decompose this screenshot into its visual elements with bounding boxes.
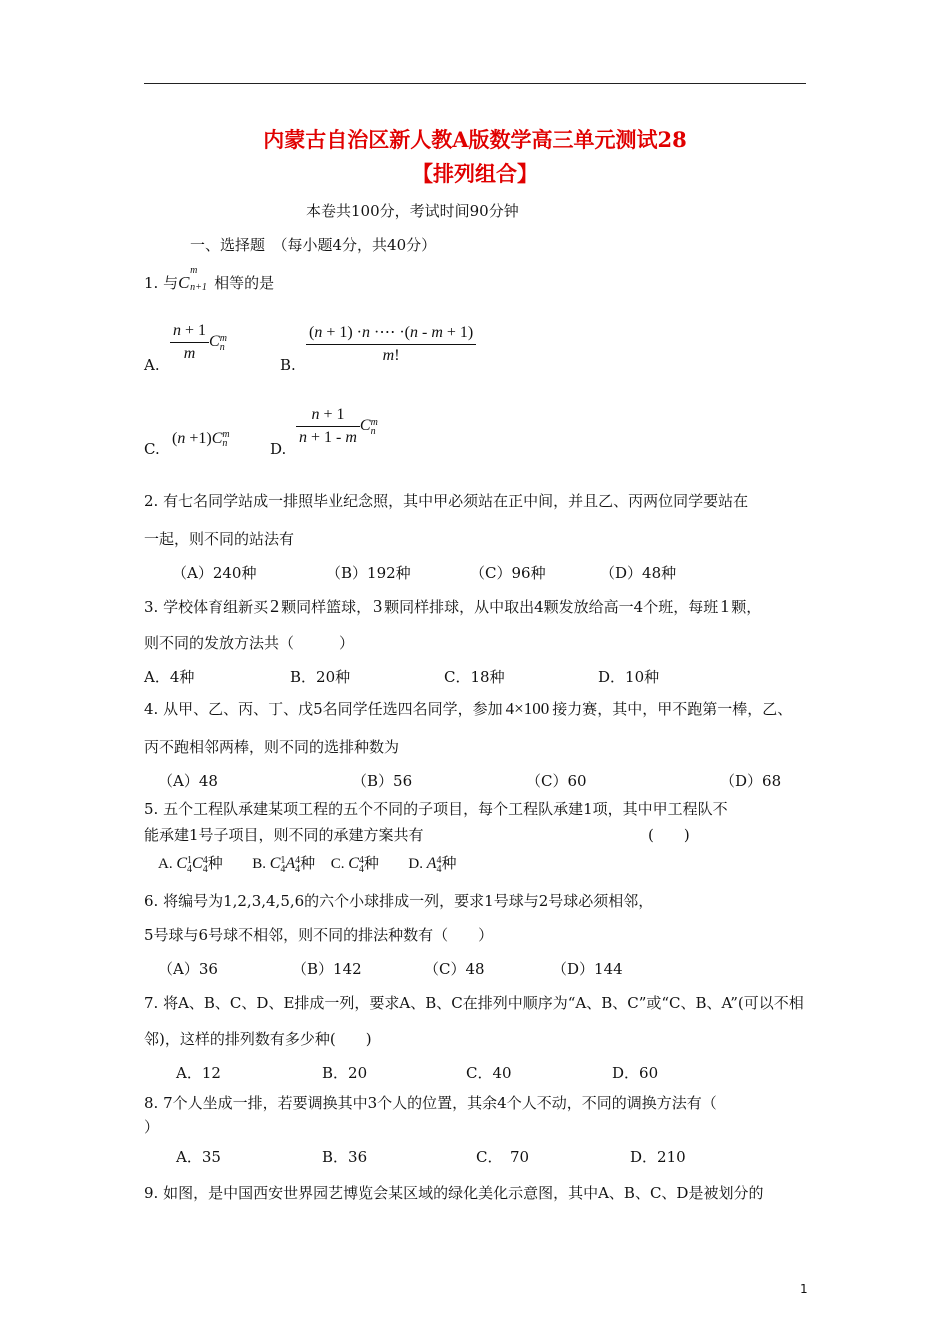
page-number: 1 xyxy=(800,1282,808,1296)
q8-option-b: B．36 xyxy=(322,1148,368,1166)
q3-text-a: 3. 学校体育组新买 xyxy=(144,598,269,616)
q7-line-2: 邻)，这样的排列数有多少种( ) xyxy=(144,1030,372,1048)
q1-option-b-formula: $\frac{(n + 1) \cdot n \cdot\cdots \cdot(n - m + 1)}{m!}$ xyxy=(306,322,476,365)
q1-option-a-label: A. xyxy=(144,356,160,374)
q2-option-a: （A）240种 xyxy=(172,564,257,582)
q5-unit-d: 种 xyxy=(441,856,457,872)
q6-line-1: 6. 将编号为1,2,3,4,5,6的六个小球排成一列，要求1号球与2号球必须相邻， xyxy=(144,892,654,910)
q5-line-1: 5. 五个工程队承建某项工程的五个不同的子项目，每个工程队承建1项，其中甲工程队不 xyxy=(144,800,728,818)
q9-line-1: 9. 如图，是中国西安世界园艺博览会某区域的绿化美化示意图，其中A、B、C、D是被划分的 xyxy=(144,1184,764,1202)
q2-option-d: （D）48种 xyxy=(600,564,677,582)
q5-option-d-label: D. xyxy=(408,856,423,872)
q1-option-b-label: B. xyxy=(280,356,296,374)
q7-option-c: C．40 xyxy=(466,1064,512,1082)
q3-option-a: A．4种 xyxy=(144,668,195,686)
q3-num-volleyball: 3 xyxy=(373,596,383,616)
q7-line-1: 7. 将A、B、C、D、E排成一列，要求A、B、C在排列中顺序为“A、B、C”或“C、B、A”(可以不相 xyxy=(144,994,804,1012)
q7-option-b: B．20 xyxy=(322,1064,368,1082)
q5-answer-paren: ( ) xyxy=(648,826,690,844)
q8-option-c: C． 70 xyxy=(476,1148,530,1166)
q3-num-basketball: 2 xyxy=(270,596,280,616)
q1-option-d-formula: $\frac{n + 1}{n + 1 - m}$ C m n xyxy=(296,406,378,447)
q5-line-2: 能承建1号子项目，则不同的承建方案共有 xyxy=(144,826,424,844)
q8-option-d: D．210 xyxy=(630,1148,686,1166)
q4-line-2: 丙不跑相邻两棒，则不同的选排种数为 xyxy=(144,738,400,756)
q1-suffix: 相等的是 xyxy=(214,274,275,292)
q2-option-c: （C）96种 xyxy=(470,564,546,582)
q1-prefix: 1. 与 xyxy=(144,274,179,292)
header-rule xyxy=(144,83,806,84)
q3-text-c: 颗同样排球，从中取出4颗发放给高一4个班，每班 xyxy=(384,598,719,616)
q5-unit-c: 种 xyxy=(363,856,379,872)
q5-option-a-label: A. xyxy=(158,856,173,872)
q2-option-b: （B）192种 xyxy=(326,564,411,582)
q1-option-a-formula: $\frac{n + 1}{m}$ C m n xyxy=(170,322,227,363)
q3-option-c: C．18种 xyxy=(444,668,505,686)
q6-option-b: （B）142 xyxy=(292,960,362,978)
q6-line-2: 5号球与6号球不相邻，则不同的排法种数有（ ） xyxy=(144,926,494,944)
q6-option-d: （D）144 xyxy=(552,960,623,978)
q8-line-1: 8. 7个人坐成一排，若要调换其中3个人的位置，其余4个人不动，不同的调换方法有（ xyxy=(144,1094,717,1112)
q8-option-a: A．35 xyxy=(176,1148,221,1166)
q4-option-a: （A）48 xyxy=(158,772,218,790)
q5-option-c-label: C. xyxy=(330,856,345,872)
q3-option-d: D．10种 xyxy=(598,668,660,686)
q7-option-a: A．12 xyxy=(176,1064,221,1082)
q6-option-c: （C）48 xyxy=(424,960,485,978)
q4-line-1 xyxy=(144,698,792,719)
q3-line-1 xyxy=(144,596,761,617)
q4-relay-expression: 4×100 xyxy=(505,699,550,718)
q3-text-d: 颗， xyxy=(731,598,762,616)
q1-option-c-formula: (n +1)C m n xyxy=(172,429,230,450)
q1-expression: C m n+1 xyxy=(178,265,207,293)
q1-option-c-label: C. xyxy=(144,440,160,458)
q4-text-a: 4. 从甲、乙、丙、丁、戊5名同学任选四名同学，参加 xyxy=(144,700,503,718)
q2-line-1: 2. 有七名同学站成一排照毕业纪念照，其中甲必须站在正中间，并且乙、丙两位同学要站在 xyxy=(144,492,749,510)
q2-line-2: 一起，则不同的站法有 xyxy=(144,530,295,548)
section-heading: 一、选择题 （每小题4分，共40分） xyxy=(190,236,437,254)
q4-option-b: （B）56 xyxy=(352,772,413,790)
q4-option-d: （D）68 xyxy=(720,772,782,790)
q1-option-d-label: D. xyxy=(270,440,287,458)
q3-option-b: B．20种 xyxy=(290,668,351,686)
q6-option-a: （A）36 xyxy=(158,960,218,978)
q3-num-each: 1 xyxy=(720,596,730,616)
q3-line-2: 则不同的发放方法共（ ） xyxy=(144,634,355,652)
q8-line-2: ） xyxy=(144,1118,160,1136)
q7-option-d: D．60 xyxy=(612,1064,659,1082)
q5-options: A. C 1 4 C 4 4 种 B. C 1 4 A 4 4 种 C. C 4 4 种 D. A 4 4 种 xyxy=(158,854,457,875)
exam-info: 本卷共100分，考试时间90分钟 xyxy=(306,202,519,220)
q3-text-b: 颗同样篮球， xyxy=(281,598,372,616)
question-1 xyxy=(144,265,275,293)
page-subtitle: 【排列组合】 xyxy=(412,161,538,186)
q5-option-b-label: B. xyxy=(252,856,266,872)
q5-unit-b: 种 xyxy=(300,856,316,872)
page-title: 内蒙古自治区新人教A版数学高三单元测试28 xyxy=(263,127,687,152)
q5-unit-a: 种 xyxy=(207,856,223,872)
q4-text-b: 接力赛，其中，甲不跑第一棒，乙、 xyxy=(552,700,793,718)
q4-option-c: （C）60 xyxy=(526,772,587,790)
